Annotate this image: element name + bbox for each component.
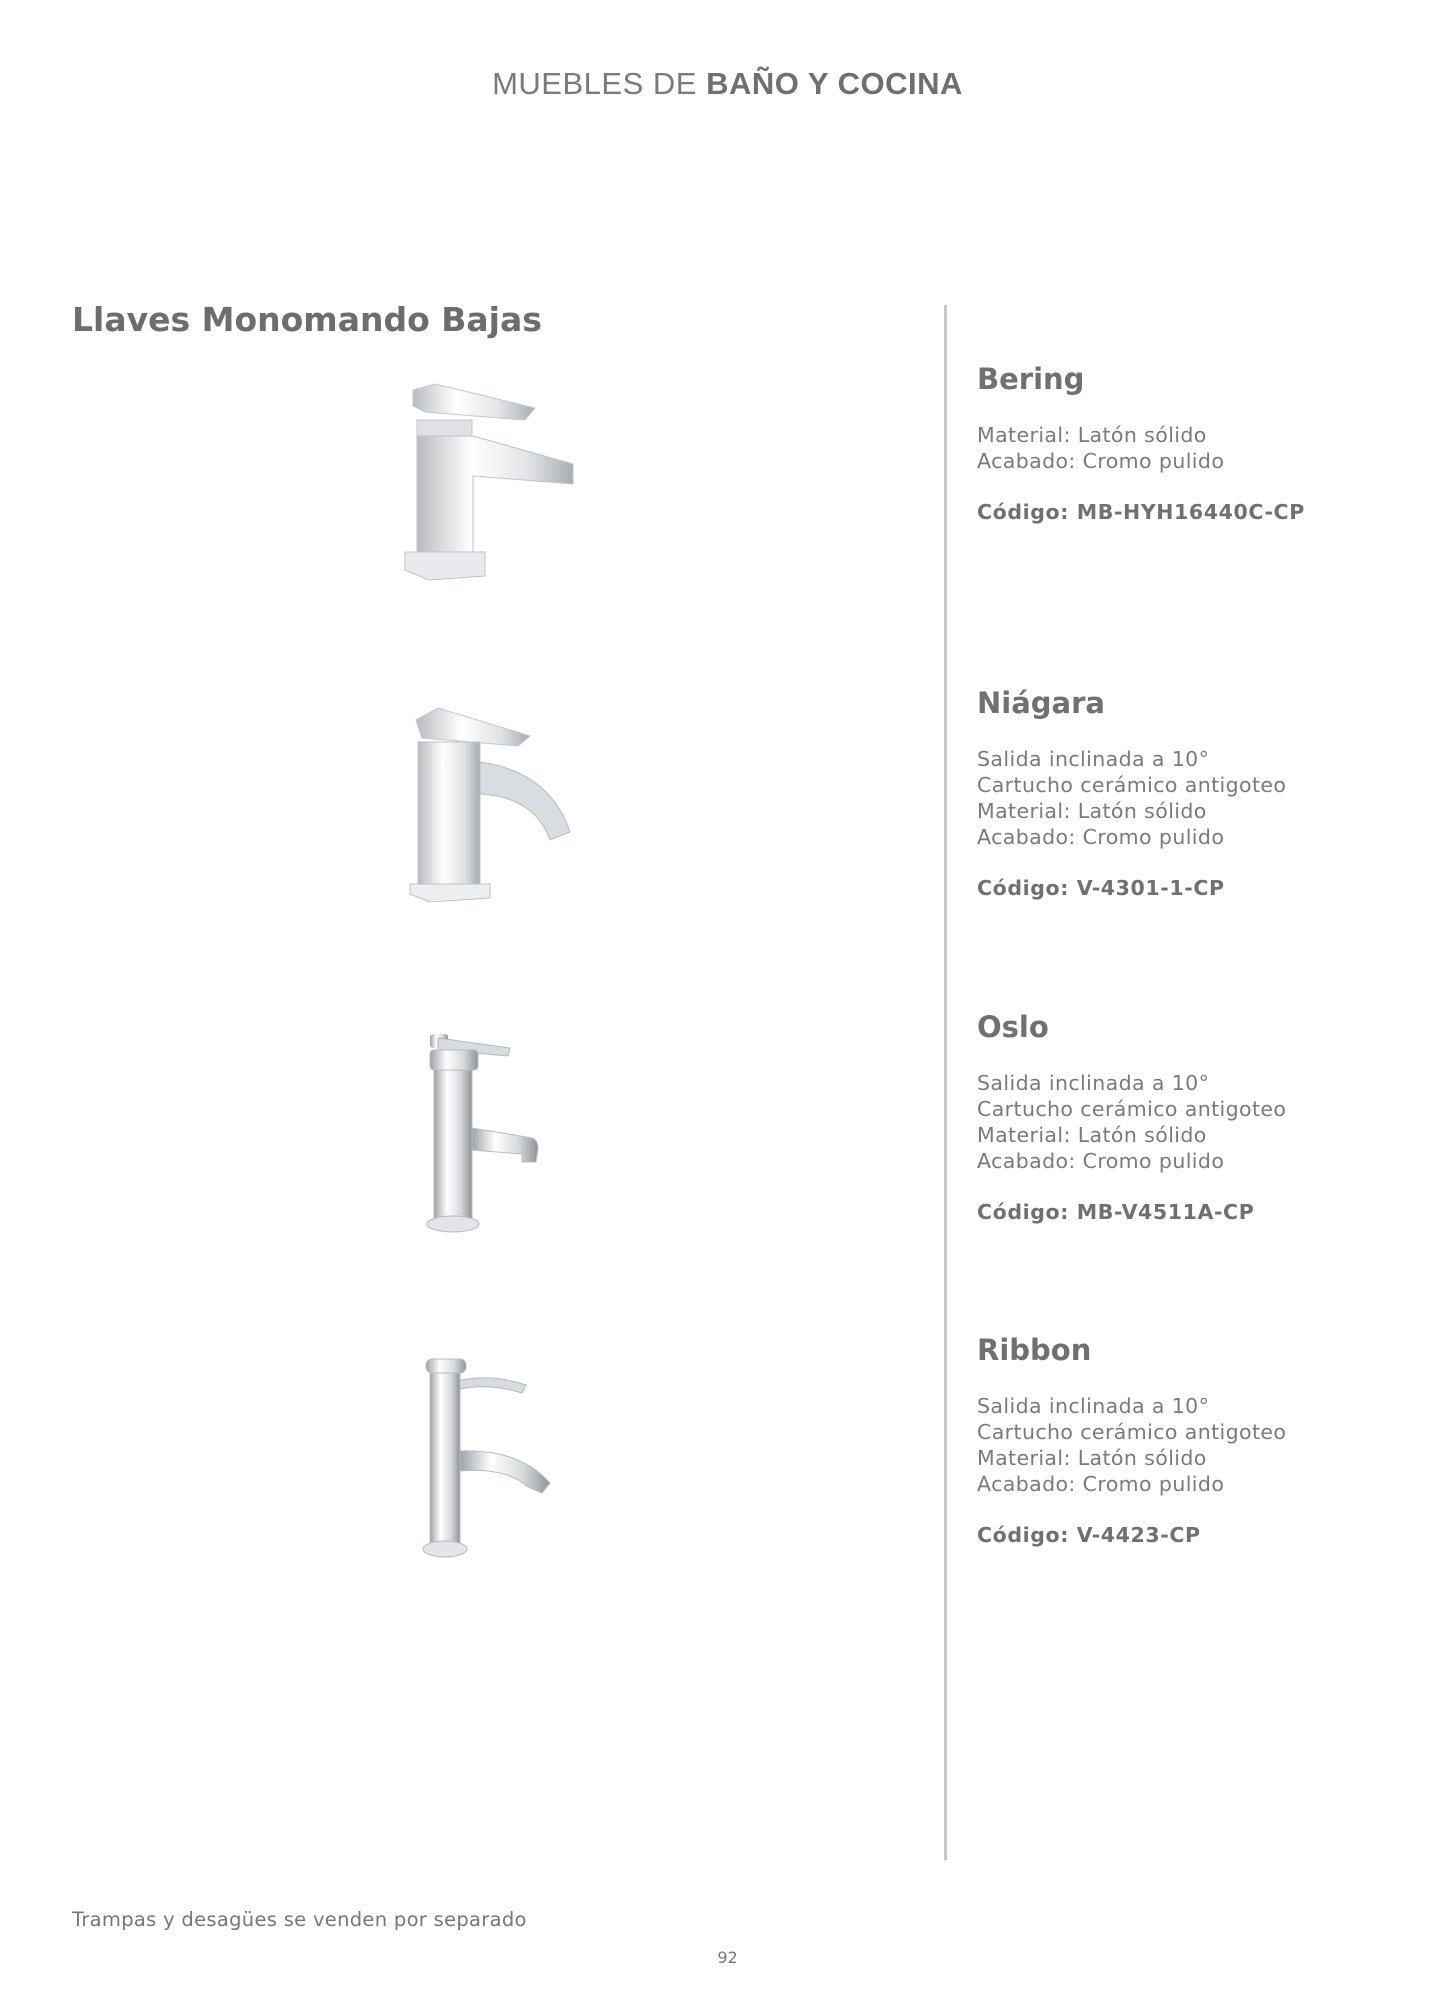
product-spec: Material: Latón sólido: [977, 799, 1207, 823]
product-spec: Salida inclinada a 10°: [977, 1071, 1210, 1095]
product-name: Ribbon: [977, 1333, 1092, 1367]
vertical-divider: [944, 305, 947, 1860]
product-spec: Material: Latón sólido: [977, 1123, 1207, 1147]
product-code: Código: V-4301-1-CP: [977, 876, 1225, 900]
product-spec: Acabado: Cromo pulido: [977, 449, 1225, 473]
page-header: [0, 66, 1455, 102]
page-number: 92: [717, 1948, 738, 1967]
product-spec: Material: Latón sólido: [977, 423, 1207, 447]
product-spec: Salida inclinada a 10°: [977, 747, 1210, 771]
product-spec: Acabado: Cromo pulido: [977, 1472, 1225, 1496]
product-code: Código: V-4423-CP: [977, 1523, 1201, 1547]
product-spec: Salida inclinada a 10°: [977, 1394, 1210, 1418]
square-faucet-icon: [395, 380, 585, 590]
product-code: Código: MB-V4511A-CP: [977, 1200, 1255, 1224]
product-oslo: [977, 1010, 1397, 1224]
section-title: Llaves Monomando Bajas: [72, 300, 542, 339]
product-niagara: [977, 686, 1397, 900]
product-name: Bering: [977, 362, 1085, 396]
product-bering: [977, 362, 1397, 524]
footer-note: Trampas y desagües se venden por separado: [72, 1908, 527, 1931]
product-spec: Acabado: Cromo pulido: [977, 1149, 1225, 1173]
product-spec: Acabado: Cromo pulido: [977, 825, 1225, 849]
curved-faucet-icon: [410, 1355, 560, 1565]
product-spec: Cartucho cerámico antigoteo: [977, 773, 1287, 797]
cylinder-faucet-icon: [418, 1030, 558, 1240]
waterfall-faucet-icon: [400, 702, 580, 902]
product-code: Código: MB-HYH16440C-CP: [977, 500, 1305, 524]
header-prefix: MUEBLES DE: [492, 66, 697, 101]
product-spec: Cartucho cerámico antigoteo: [977, 1420, 1287, 1444]
product-name: Niágara: [977, 686, 1105, 720]
product-spec: Cartucho cerámico antigoteo: [977, 1097, 1287, 1121]
product-name: Oslo: [977, 1010, 1049, 1044]
header-bold: BAÑO Y COCINA: [706, 66, 963, 101]
product-spec: Material: Latón sólido: [977, 1446, 1207, 1470]
product-ribbon: [977, 1333, 1397, 1547]
